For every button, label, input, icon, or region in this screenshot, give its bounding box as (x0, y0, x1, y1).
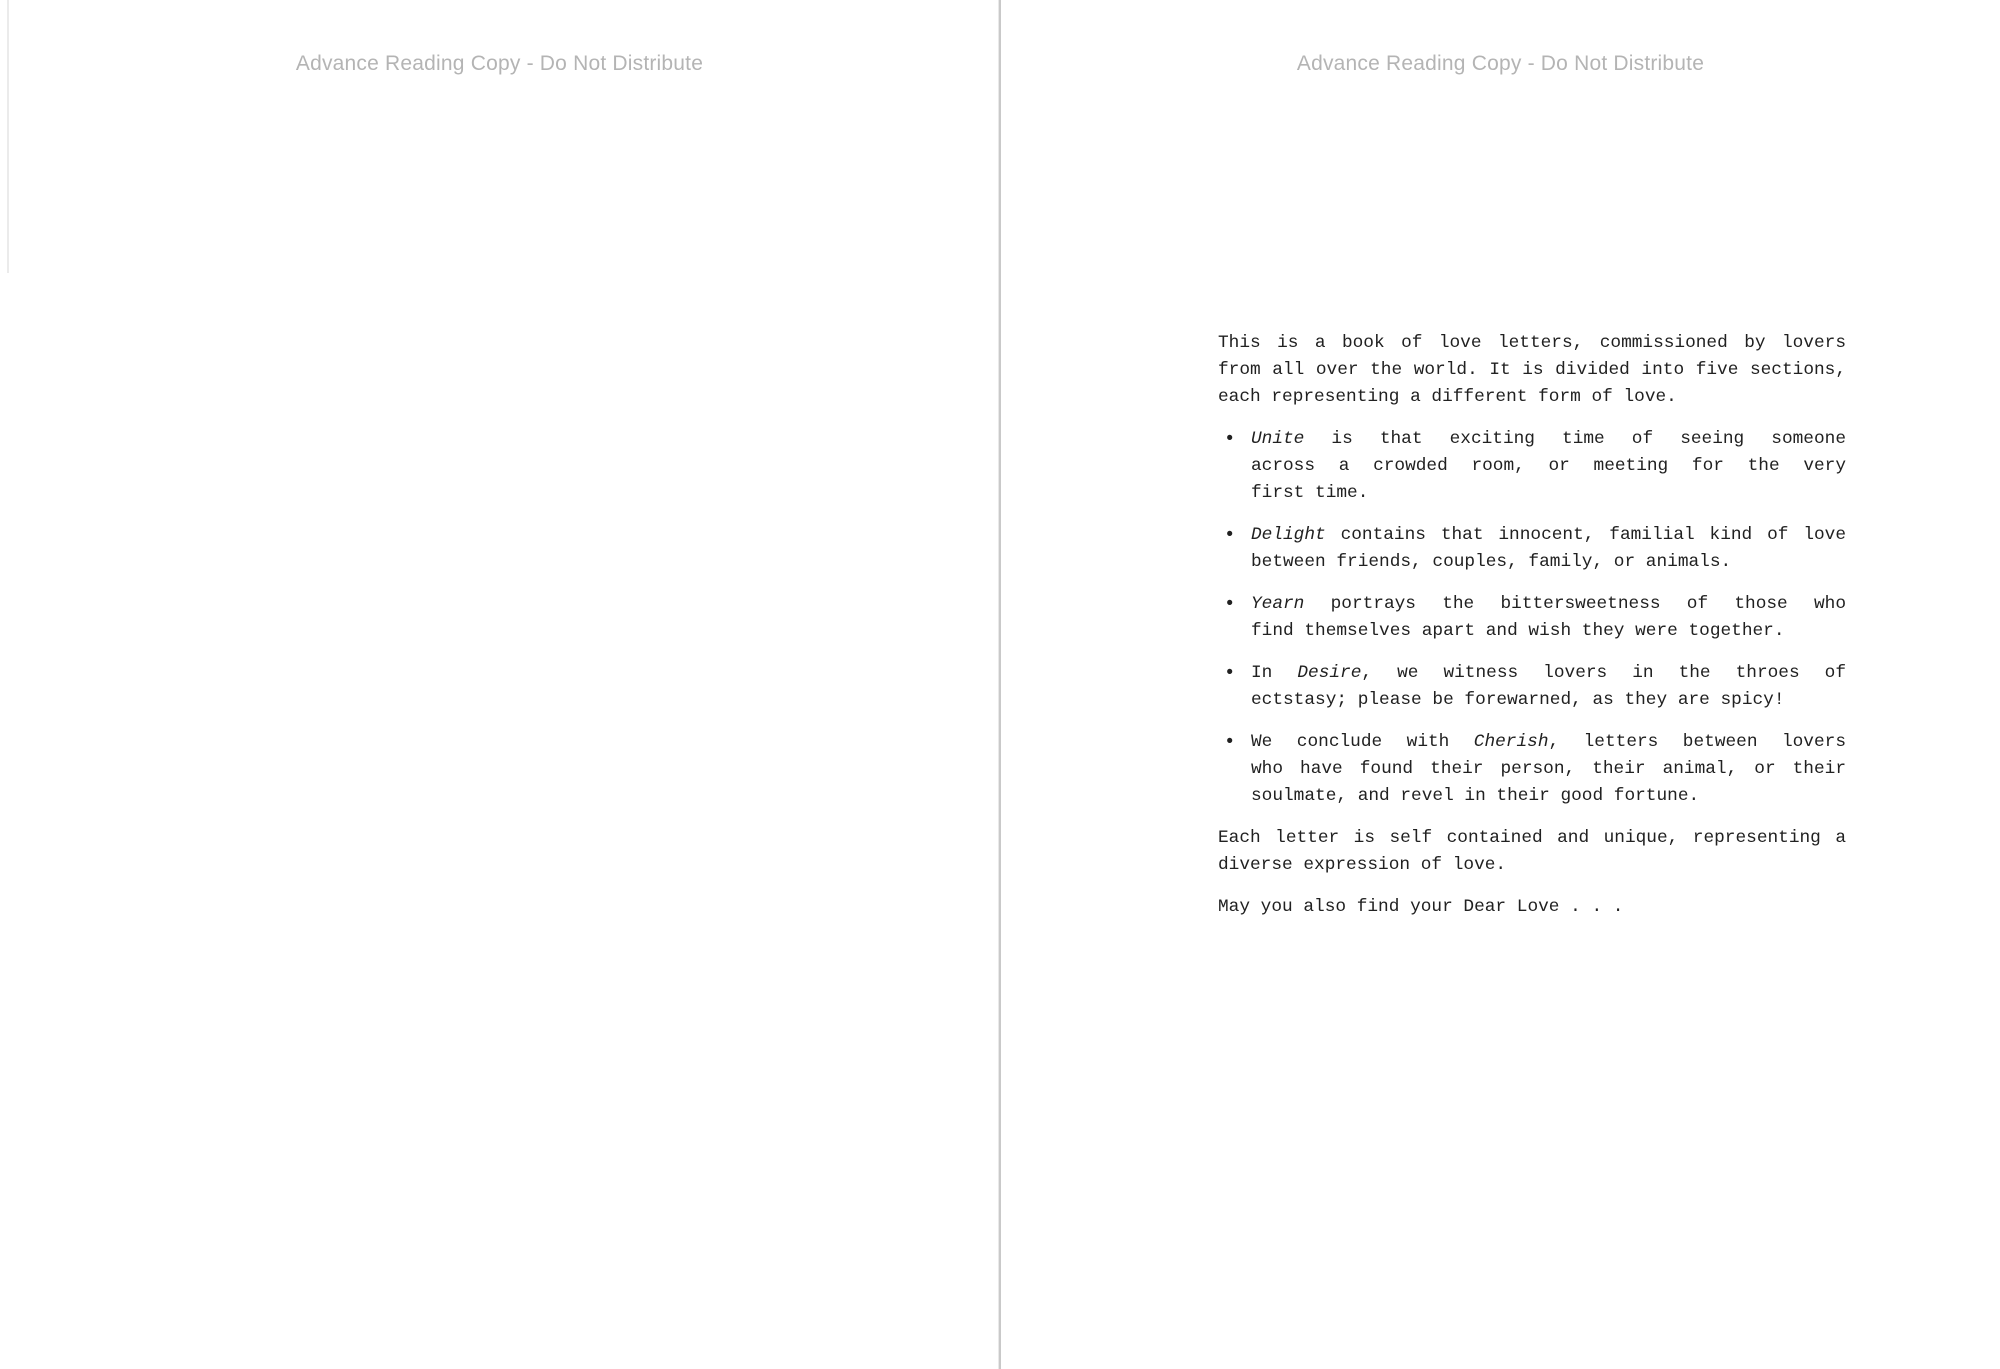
text-line: find themselves apart and wish they were together. (1251, 621, 1785, 641)
body-paragraph (1218, 894, 1846, 921)
text-line: between friends, couples, family, or animals. (1251, 552, 1732, 572)
bullet-item (1218, 426, 1846, 507)
bullet-item (1218, 522, 1846, 576)
text-line: across a crowded room, or meeting for the very (1251, 456, 1846, 476)
section-name-italic: Unite (1251, 429, 1305, 449)
left-page (0, 0, 999, 1369)
bullet-item (1218, 660, 1846, 714)
bullet-icon: • (1224, 428, 1236, 450)
text-line: soulmate, and revel in their good fortune. (1251, 786, 1700, 806)
text-line: each representing a different form of love. (1218, 387, 1677, 407)
section-name-italic: Desire (1297, 663, 1362, 683)
text-line: who have found their person, their animal, or their (1251, 759, 1846, 779)
text-line: Delight contains that innocent, familial kind of love (1251, 525, 1846, 545)
section-name-italic: Delight (1251, 525, 1326, 545)
text-line: This is a book of love letters, commissioned by lovers (1218, 333, 1846, 353)
text-line: In Desire, we witness lovers in the throes of (1251, 663, 1847, 683)
text-line: Unite is that exciting time of seeing someone (1251, 429, 1846, 449)
body-paragraph (1218, 330, 1846, 411)
bullet-icon: • (1224, 593, 1236, 615)
section-name-italic: Cherish (1473, 732, 1549, 752)
text-line: Each letter is self contained and unique, representing a (1218, 828, 1846, 848)
bullet-icon: • (1224, 524, 1236, 546)
bullet-icon: • (1224, 731, 1236, 753)
text-line: diverse expression of love. (1218, 855, 1507, 875)
watermark-left: Advance Reading Copy - Do Not Distribute (295, 52, 704, 75)
section-name-italic: Yearn (1251, 594, 1305, 614)
text-line: first time. (1251, 483, 1369, 503)
body-paragraph (1218, 825, 1846, 879)
bullet-icon: • (1224, 662, 1236, 684)
watermark-right: Advance Reading Copy - Do Not Distribute (1296, 52, 1705, 75)
bullet-item (1218, 729, 1846, 810)
text-line: ectstasy; please be forewarned, as they are spicy! (1251, 690, 1785, 710)
text-line: Yearn portrays the bittersweetness of those who (1251, 594, 1846, 614)
text-line: May you also find your Dear Love . . . (1218, 897, 1624, 917)
right-page (1001, 0, 2000, 1369)
bullet-item (1218, 591, 1846, 645)
text-line: We conclude with Cherish, letters between lovers (1251, 732, 1846, 752)
text-line: from all over the world. It is divided into five sections, (1218, 360, 1846, 380)
page-edge-line (7, 0, 9, 273)
page-body-text (1218, 330, 1846, 921)
